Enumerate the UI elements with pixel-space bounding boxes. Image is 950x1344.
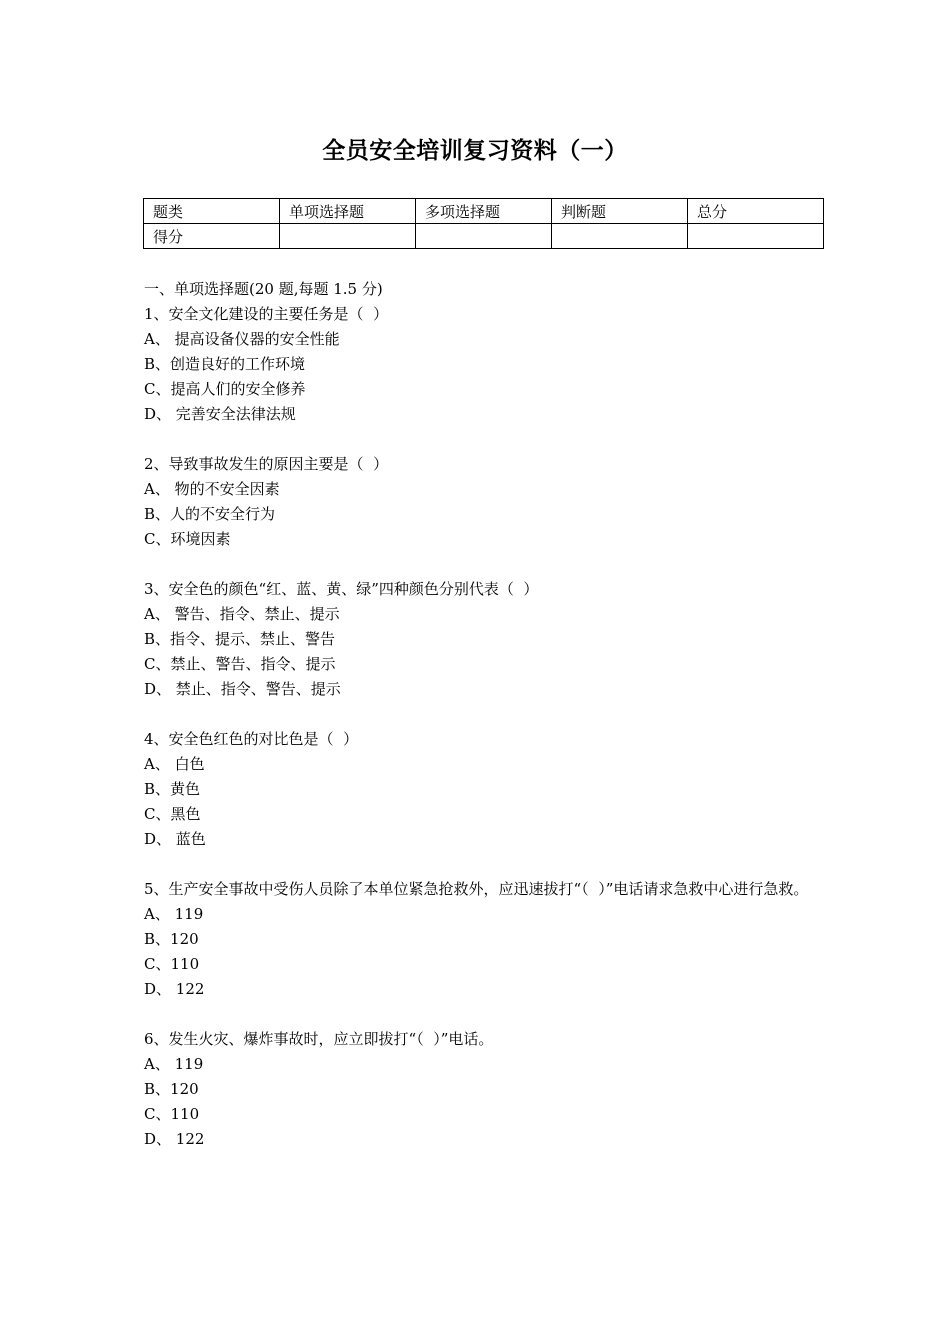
question-block	[144, 877, 824, 1002]
answer-option: C、黑色	[144, 805, 201, 823]
question-block	[144, 452, 824, 552]
score-table-cell	[688, 224, 824, 249]
answer-option: B、创造良好的工作环境	[144, 355, 306, 373]
answer-option: B、人的不安全行为	[144, 505, 276, 523]
question-block	[144, 302, 824, 427]
score-table-header-cell: 判断题	[552, 199, 688, 224]
answer-option: D、 122	[144, 1130, 205, 1148]
question-block	[144, 577, 824, 702]
answer-option: A、 警告、指令、禁止、提示	[144, 605, 340, 623]
score-table-header-cell: 单项选择题	[280, 199, 416, 224]
score-table-row	[144, 199, 824, 224]
question-stem: 4、安全色红色的对比色是（ ）	[144, 730, 359, 748]
question-block	[144, 727, 824, 852]
answer-option: A、 提高设备仪器的安全性能	[144, 330, 340, 348]
answer-option: D、 122	[144, 980, 205, 998]
answer-option: B、指令、提示、禁止、警告	[144, 630, 336, 648]
answer-option: A、 物的不安全因素	[144, 480, 280, 498]
answer-option: C、环境因素	[144, 530, 231, 548]
score-table-header-cell: 总分	[688, 199, 824, 224]
answer-option: B、120	[144, 1080, 199, 1098]
question-list	[144, 302, 824, 1152]
question-block	[144, 1027, 824, 1152]
answer-option: A、 119	[144, 905, 204, 923]
answer-option: C、提高人们的安全修养	[144, 380, 306, 398]
score-table-cell	[280, 224, 416, 249]
answer-option: B、黄色	[144, 780, 201, 798]
score-table-cell	[416, 224, 552, 249]
answer-option: C、110	[144, 955, 200, 973]
answer-option: D、 完善安全法律法规	[144, 405, 296, 423]
score-table-cell	[552, 224, 688, 249]
question-stem: 5、生产安全事故中受伤人员除了本单位紧急抢救外，应迅速拔打“（ ）”电话请求急救中心进行急救。	[144, 880, 809, 898]
page-title: 全员安全培训复习资料（一）	[322, 137, 628, 164]
answer-option: C、110	[144, 1105, 200, 1123]
score-table	[143, 198, 824, 249]
answer-option: A、 119	[144, 1055, 204, 1073]
answer-option: A、 白色	[144, 755, 205, 773]
question-stem: 1、安全文化建设的主要任务是（ ）	[144, 305, 389, 323]
question-stem: 2、导致事故发生的原因主要是（ ）	[144, 455, 389, 473]
question-stem: 6、发生火灾、爆炸事故时，应立即拔打“（ ）”电话。	[144, 1030, 494, 1048]
answer-option: D、 禁止、指令、警告、提示	[144, 680, 341, 698]
question-stem: 3、安全色的颜色“红、蓝、黄、绿”四种颜色分别代表（ ）	[144, 580, 539, 598]
answer-option: C、禁止、警告、指令、提示	[144, 655, 336, 673]
answer-option: D、 蓝色	[144, 830, 206, 848]
score-table-row	[144, 224, 824, 249]
section-heading: 一、单项选择题(20 题,每题 1.5 分)	[144, 280, 383, 298]
answer-option: B、120	[144, 930, 199, 948]
score-table-header-cell: 题类	[144, 199, 280, 224]
score-table-cell: 得分	[144, 224, 280, 249]
score-table-header-cell: 多项选择题	[416, 199, 552, 224]
question-section	[144, 277, 824, 1152]
